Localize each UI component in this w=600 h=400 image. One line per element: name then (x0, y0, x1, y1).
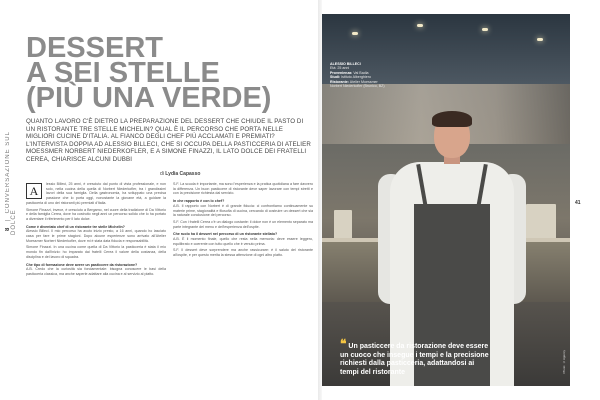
paragraph: S.F. La scuola è importante, ma sono l'esperienza e la pratica quotidiana a fare davvero la differenza. Un buon pasticcere di ristorante deve saper lavorare con tempi stretti e con la precisione richiesta dal servizio. (173, 182, 313, 196)
paragraph: A.B. È il momento finale, quello che resta nella memoria: deve essere leggero, equilibrato e coerente con tutto quello che è venuto prima. (173, 237, 313, 246)
caption-origin-label: Provenienza: (330, 70, 353, 75)
paragraph: lessio Billeci, 25 anni, è cresciuto dal punto di vista professionale, e non solo, nella cucina della quella di Norbert Niederkofler, tra i grandissimi lavori della sua famiglia. Della gastronomia, ha sviluppato una precisa passione che lo porta oggi, nonostante la giovane età, a guidare la pasticceria di uno dei ristoranti più premiati d'Italia. (26, 182, 166, 205)
caption-name: ALESSIO BILLECI (330, 62, 361, 66)
caption-origin-value: Val Badia (353, 70, 369, 75)
headline-line-2: A SEI STELLE (26, 57, 220, 89)
chef-caption (330, 62, 390, 88)
pull-quote (340, 337, 490, 377)
chef-hair (432, 111, 472, 127)
pull-quote-text: Un pasticcere da ristorazione deve essere un cuoco che insegue i tempi e la precisione richiesti dalla pasticceria, adattandosi ai tempi del ristorante (340, 343, 489, 376)
paragraph: Simone Finazzi. In una cucina come quella di Da Vittorio la pasticceria è stata il mio mondo fin dall'inizio: ho imparato dai fratelli Cerea il valore della costanza, della disciplina e del lavoro di squadra. (26, 245, 166, 259)
question-heading: In che rapporto è con lo chef? (173, 199, 225, 204)
headline-line-3: (PIÙ UNA VERDE) (26, 82, 272, 114)
caption-studies-value: Istituto Alberghiero (341, 75, 371, 80)
paragraph: A.B. Il rapporto con Norbert è di grande fiducia: ci confrontiamo continuamente su materie prime, stagionalità e filosofia di cucina, cercando di costruire un dessert che sia la naturale conclusione del percorso. (173, 203, 313, 218)
page-number-right: 41 (575, 200, 581, 206)
page-number-left: 8 (5, 226, 11, 231)
byline-author: Lydia Capasso (165, 171, 201, 177)
caption-work-value: Atelier Moessmer Norbert Niederkofler (Brunico, BZ) (330, 79, 385, 89)
photo-credit: Photo: ©Agency (562, 350, 566, 374)
section-label-text: CONVERSAZIONE SUL DOLCE (5, 131, 17, 235)
right-page (322, 0, 600, 400)
byline (160, 171, 200, 177)
ceiling-light (352, 32, 358, 35)
paragraph: Alessio Billeci. Il mio percorso ha avuto inizio presto, a 16 anni, quando ho lasciato casa per fare le prime stagioni. Dopo alcune esperienze sono arrivato all'Atelier Moessmer Norbert Niederkofler, dove mi è stata data fiducia e responsabilità. (26, 229, 166, 243)
ceiling-light (482, 28, 488, 31)
article-column-1 (26, 182, 166, 279)
caption-work (330, 80, 390, 89)
byline-prefix: di (160, 171, 164, 177)
paragraph: A.B. Credo che la curiosità sia fondamentale: bisogna conoscere le basi della pasticceria classica, ma anche saperle adattare alla cucina e al servizio al piatto. (26, 267, 166, 276)
paragraph: S.F. Il dessert deve sorprendere ma anche rassicurare: è il saluto del ristorante all'ospite, e per questo merita la stessa attenzione di ogni altro piatto. (173, 248, 313, 258)
ceiling-light (417, 24, 423, 27)
standfirst: QUANTO LAVORO C'È DIETRO LA PREPARAZIONE DEL DESSERT CHE CHIUDE IL PASTO DI UN RISTORANTE TRE STELLE MICHELIN? QUAL È IL PERCORSO CHE PORTA NELLE MIGLIORI CUCINE D'ITALIA. AL FIANCO DEGLI CHEF PIÙ ACCLAMATI E PREMIATI? L'INTERVISTA DOPPIA AD ALESSIO BILLECI, CHE SI OCCUPA DELLA PASTICCERIA DI ATELIER MOESSMER NORBERT NIEDERKOFLER, E A SIMONE FINAZZI, IL LATO DOLCE DEI FRATELLI CEREA, CHIARISCE ALCUNI DUBBI (26, 118, 311, 163)
quote-mark-icon: ❝ (340, 337, 347, 351)
paragraph: S.F. Con i fratelli Cerea c'è un dialogo costante: il dolce non è un elemento separato ma parte integrante del menu e dell'esperienza dell'ospite. (173, 219, 313, 229)
kitchen-equipment (334, 210, 352, 240)
ceiling-light (537, 38, 543, 41)
drop-cap: A (26, 183, 42, 199)
caption-work-label: Ristorante: (330, 79, 349, 84)
article-column-2 (173, 182, 313, 260)
question-heading: Che tipo di formazione deve avere un pasticcere da ristorazione? (26, 262, 138, 267)
caption-studies-label: Studi: (330, 75, 341, 80)
section-label: 8 | CONVERSAZIONE SUL DOLCE (5, 131, 17, 235)
question-heading: Come è diventato chef di un ristorante tre stelle Michelin? (26, 224, 125, 229)
article-columns (26, 182, 313, 392)
paragraph: Simone Finazzi, invece, è cresciuto a Bergamo, nel cuore della tradizione di Da Vittorio e della famiglia Cerea, dove ha costruito negli anni un percorso solido che lo ha portato a diventare il riferimento per il lato dolce. (26, 207, 166, 221)
chef-photo (322, 14, 570, 386)
headline (26, 32, 316, 114)
kitchen-equipment (526, 204, 556, 240)
caption-age: Età: 25 anni (330, 66, 350, 71)
question-heading: Che ruolo ha il dessert nel percorso di un ristorante stellato? (173, 232, 278, 237)
headline-line-1: DESSERT (26, 32, 163, 64)
